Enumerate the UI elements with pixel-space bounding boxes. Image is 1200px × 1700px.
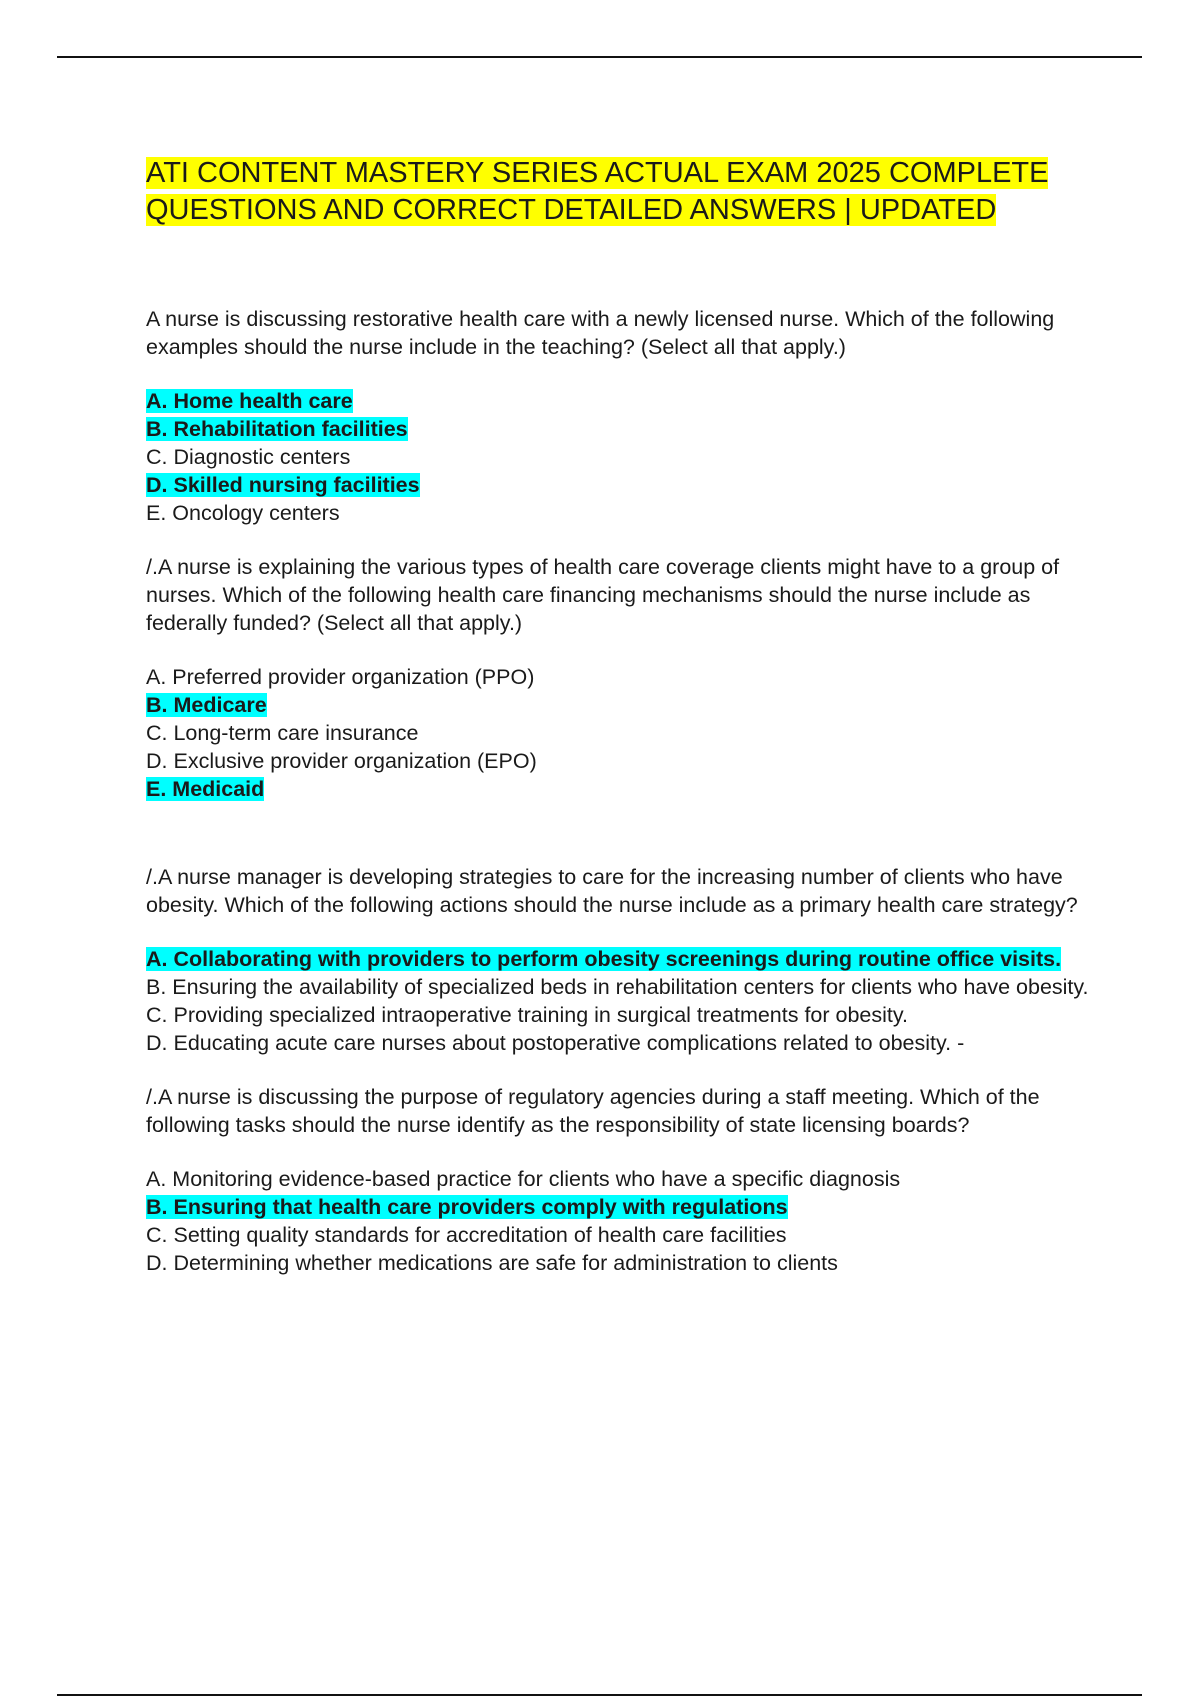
answer-options	[146, 945, 1096, 1057]
correct-answer: D. Skilled nursing facilities	[146, 473, 420, 497]
answer-text: B. Ensuring the availability of specialized beds in rehabilitation centers for clients who have obesity.	[146, 975, 1089, 999]
question-text: /.A nurse manager is developing strategies to care for the increasing number of clients who have obesity. Which of the following actions should the nurse include as a primary health care strategy?	[146, 865, 1078, 917]
footer-rule	[57, 1694, 1142, 1696]
answer-text: D. Educating acute care nurses about postoperative complications related to obesity. -	[146, 1031, 965, 1055]
question-block	[146, 1083, 1096, 1277]
question-block	[146, 863, 1096, 1057]
answer-option	[146, 691, 1096, 719]
answer-text: C. Setting quality standards for accreditation of health care facilities	[146, 1223, 787, 1247]
answer-options	[146, 1165, 1096, 1277]
document-body	[146, 155, 1096, 1303]
question-text: /.A nurse is discussing the purpose of regulatory agencies during a staff meeting. Which of the following tasks should the nurse identify as the responsibility of state licensing boards?	[146, 1085, 1040, 1137]
correct-answer: A. Home health care	[146, 389, 353, 413]
answer-option	[146, 945, 1096, 973]
document-title-text: ATI CONTENT MASTERY SERIES ACTUAL EXAM 2025 COMPLETE QUESTIONS AND CORRECT DETAILED ANSWERS | UPDATED	[146, 157, 1049, 226]
answer-option	[146, 1001, 1096, 1029]
answer-option	[146, 719, 1096, 747]
answer-text: A. Monitoring evidence-based practice for clients who have a specific diagnosis	[146, 1167, 901, 1191]
question-text: A nurse is discussing restorative health care with a newly licensed nurse. Which of the following examples should the nurse include in the teaching? (Select all that apply.)	[146, 307, 1055, 359]
correct-answer: B. Ensuring that health care providers comply with regulations	[146, 1195, 788, 1219]
correct-answer: A. Collaborating with providers to perform obesity screenings during routine office visits.	[146, 947, 1062, 971]
answer-option	[146, 471, 1096, 499]
answer-option	[146, 973, 1096, 1001]
answer-option	[146, 1249, 1096, 1277]
question-block	[146, 553, 1096, 803]
answer-options	[146, 663, 1096, 803]
answer-option	[146, 415, 1096, 443]
answer-option	[146, 663, 1096, 691]
answer-options	[146, 387, 1096, 527]
answer-option	[146, 1029, 1096, 1057]
correct-answer: B. Rehabilitation facilities	[146, 417, 408, 441]
answer-text: D. Determining whether medications are safe for administration to clients	[146, 1251, 838, 1275]
answer-text: C. Long-term care insurance	[146, 721, 419, 745]
answer-option	[146, 775, 1096, 803]
answer-option	[146, 1193, 1096, 1221]
question-block	[146, 305, 1096, 527]
answer-option	[146, 747, 1096, 775]
answer-text: C. Diagnostic centers	[146, 445, 351, 469]
answer-text: D. Exclusive provider organization (EPO)	[146, 749, 537, 773]
correct-answer: B. Medicare	[146, 693, 267, 717]
answer-option	[146, 499, 1096, 527]
correct-answer: E. Medicaid	[146, 777, 265, 801]
answer-option	[146, 1221, 1096, 1249]
answer-text: E. Oncology centers	[146, 501, 340, 525]
answer-text: C. Providing specialized intraoperative training in surgical treatments for obesity.	[146, 1003, 909, 1027]
answer-option	[146, 1165, 1096, 1193]
question-text: /.A nurse is explaining the various types of health care coverage clients might have to a group of nurses. Which of the following health care financing mechanisms should the nurse include as federally funded? (Select all that apply.)	[146, 555, 1060, 635]
header-rule	[57, 56, 1142, 58]
answer-text: A. Preferred provider organization (PPO)	[146, 665, 535, 689]
document-title	[146, 155, 1096, 229]
answer-option	[146, 387, 1096, 415]
answer-option	[146, 443, 1096, 471]
